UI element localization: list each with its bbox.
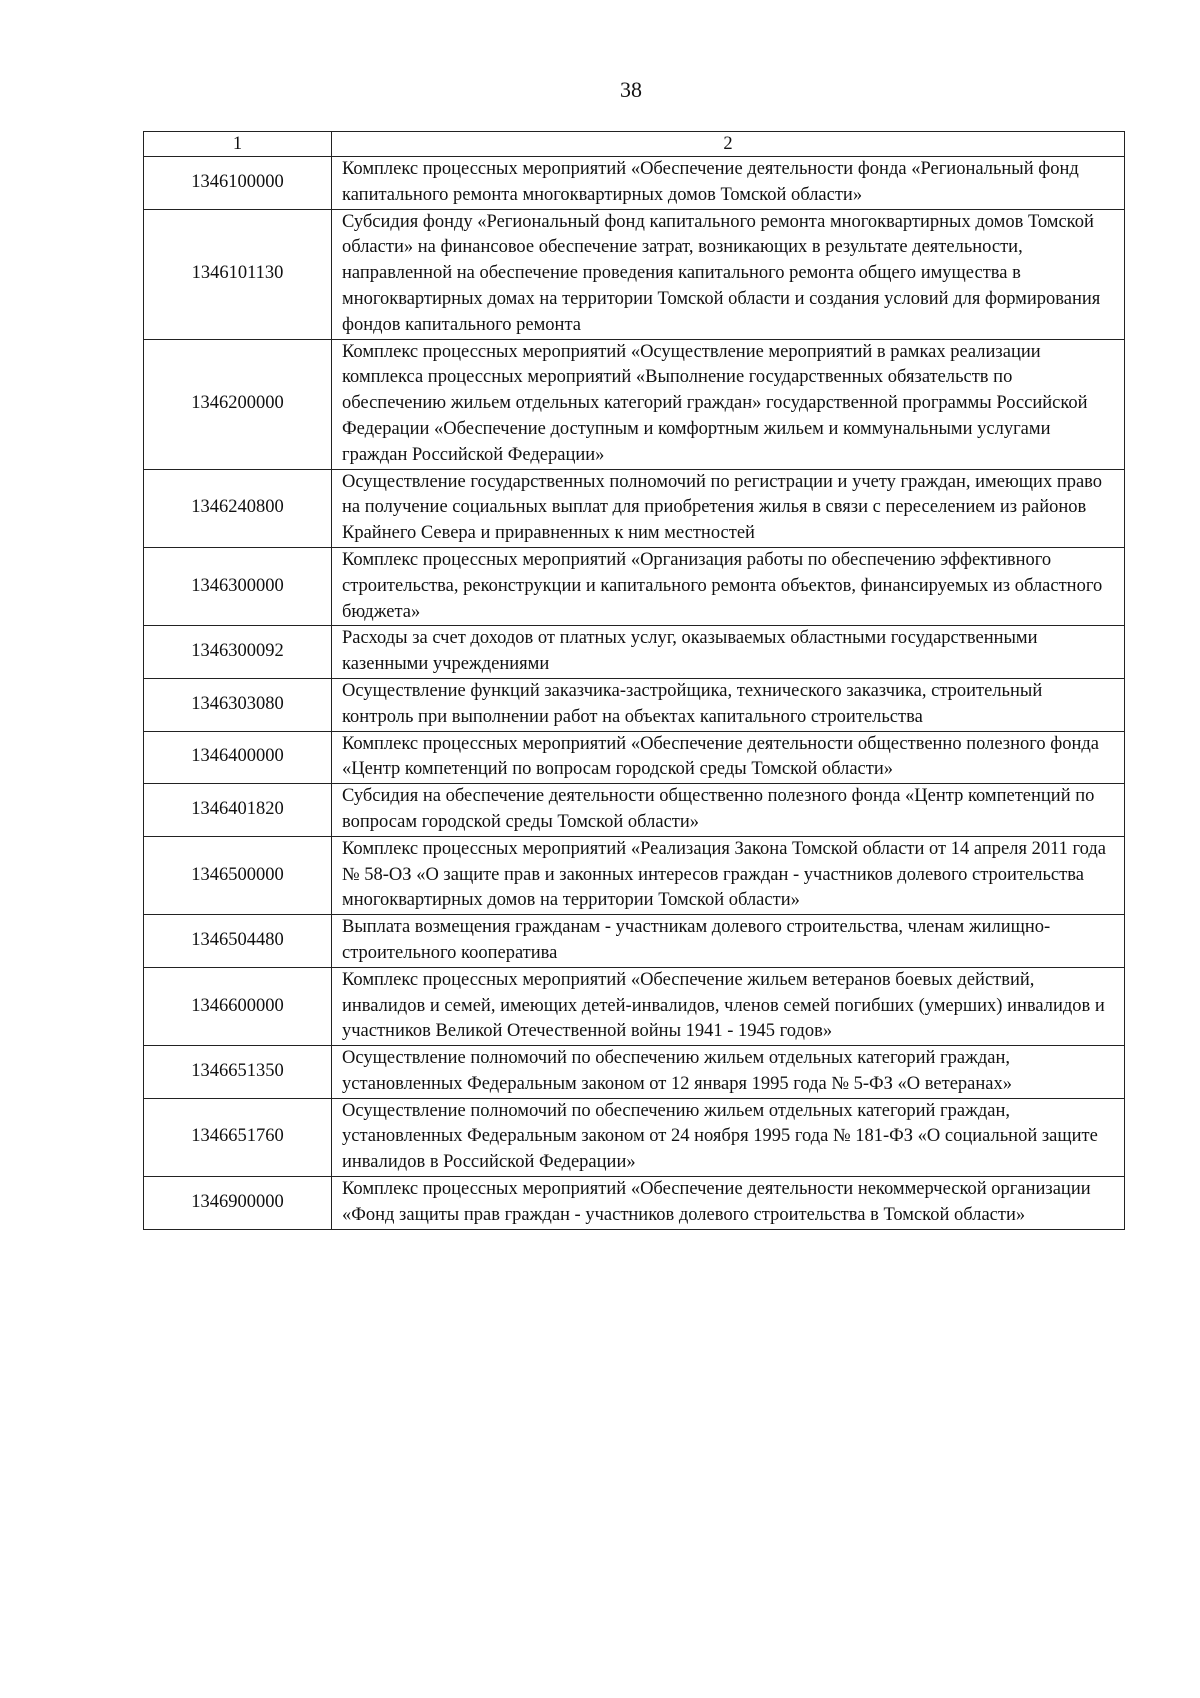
budget-classification-table <box>143 131 1125 1230</box>
table-row <box>144 915 1125 968</box>
page-number: 38 <box>620 77 642 102</box>
code-cell: 1346100000 <box>144 157 332 210</box>
description-cell: Комплекс процессных мероприятий «Обеспечение деятельности фонда «Региональный фонд капитального ремонта многоквартирных домов Томской области» <box>332 157 1125 210</box>
table-row <box>144 967 1125 1045</box>
table-row <box>144 547 1125 625</box>
description-cell: Субсидия на обеспечение деятельности общественно полезного фонда «Центр компетенций по вопросам городской среды Томской области» <box>332 784 1125 837</box>
description-cell: Комплекс процессных мероприятий «Обеспечение деятельности общественно полезного фонда «Центр компетенций по вопросам городской среды Томской области» <box>332 731 1125 784</box>
description-cell: Комплекс процессных мероприятий «Осуществление мероприятий в рамках реализации комплекса процессных мероприятий «Выполнение государственных обязательств по обеспечению жильем отдельных категорий граждан» государственной программы Российской Федерации «Обеспечение доступным и комфортным жильем и коммунальными услугами граждан Российской Федерации» <box>332 339 1125 469</box>
description-cell: Комплекс процессных мероприятий «Организация работы по обеспечению эффективного строительства, реконструкции и капитального ремонта объектов, финансируемых из областного бюджета» <box>332 547 1125 625</box>
code-cell: 1346600000 <box>144 967 332 1045</box>
table-header <box>144 132 1125 157</box>
description-cell: Комплекс процессных мероприятий «Обеспечение деятельности некоммерческой организации «Фонд защиты прав граждан - участников долевого строительства в Томской области» <box>332 1177 1125 1230</box>
code-cell: 1346300000 <box>144 547 332 625</box>
description-cell: Осуществление функций заказчика-застройщика, технического заказчика, строительный контроль при выполнении работ на объектах капитального строительства <box>332 678 1125 731</box>
code-cell: 1346651760 <box>144 1098 332 1176</box>
code-cell: 1346504480 <box>144 915 332 968</box>
code-cell: 1346400000 <box>144 731 332 784</box>
description-cell: Субсидия фонду «Региональный фонд капитального ремонта многоквартирных домов Томской области» на финансовое обеспечение затрат, возникающих в результате деятельности, направленной на обеспечение проведения капитального ремонта общего имущества в многоквартирных домах на территории Томской области и создания условий для формирования фондов капитального ремонта <box>332 209 1125 339</box>
table-row <box>144 157 1125 210</box>
description-cell: Осуществление государственных полномочий по регистрации и учету граждан, имеющих право на получение социальных выплат для приобретения жилья в связи с переселением из районов Крайнего Севера и приравненных к ним местностей <box>332 469 1125 547</box>
code-cell: 1346240800 <box>144 469 332 547</box>
description-cell: Осуществление полномочий по обеспечению жильем отдельных категорий граждан, установленных Федеральным законом от 24 ноября 1995 года № 181-ФЗ «О социальной защите инвалидов в Российской Федерации» <box>332 1098 1125 1176</box>
description-cell: Выплата возмещения гражданам - участникам долевого строительства, членам жилищно-строительного кооператива <box>332 915 1125 968</box>
code-cell: 1346200000 <box>144 339 332 469</box>
table-row <box>144 626 1125 679</box>
code-cell: 1346500000 <box>144 836 332 914</box>
code-cell: 1346303080 <box>144 678 332 731</box>
table-row <box>144 1177 1125 1230</box>
column-header-1: 1 <box>144 132 332 157</box>
table-row <box>144 209 1125 339</box>
description-cell: Расходы за счет доходов от платных услуг, оказываемых областными государственными казенными учреждениями <box>332 626 1125 679</box>
table-header-row <box>144 132 1125 157</box>
description-cell: Осуществление полномочий по обеспечению жильем отдельных категорий граждан, установленных Федеральным законом от 12 января 1995 года № 5-ФЗ «О ветеранах» <box>332 1046 1125 1099</box>
table-row <box>144 836 1125 914</box>
table-body <box>144 157 1125 1230</box>
code-cell: 1346300092 <box>144 626 332 679</box>
code-cell: 1346401820 <box>144 784 332 837</box>
table-row <box>144 731 1125 784</box>
description-cell: Комплекс процессных мероприятий «Обеспечение жильем ветеранов боевых действий, инвалидов и семей, имеющих детей-инвалидов, членов семей погибших (умерших) инвалидов и участников Великой Отечественной войны 1941 - 1945 годов» <box>332 967 1125 1045</box>
table-row <box>144 1098 1125 1176</box>
code-cell: 1346651350 <box>144 1046 332 1099</box>
table-row <box>144 784 1125 837</box>
code-cell: 1346101130 <box>144 209 332 339</box>
table-row <box>144 339 1125 469</box>
table-row <box>144 469 1125 547</box>
column-header-2: 2 <box>332 132 1125 157</box>
table-row <box>144 1046 1125 1099</box>
description-cell: Комплекс процессных мероприятий «Реализация Закона Томской области от 14 апреля 2011 года № 58-ОЗ «О защите прав и законных интересов граждан - участников долевого строительства многоквартирных домов на территории Томской области» <box>332 836 1125 914</box>
code-cell: 1346900000 <box>144 1177 332 1230</box>
table-row <box>144 678 1125 731</box>
